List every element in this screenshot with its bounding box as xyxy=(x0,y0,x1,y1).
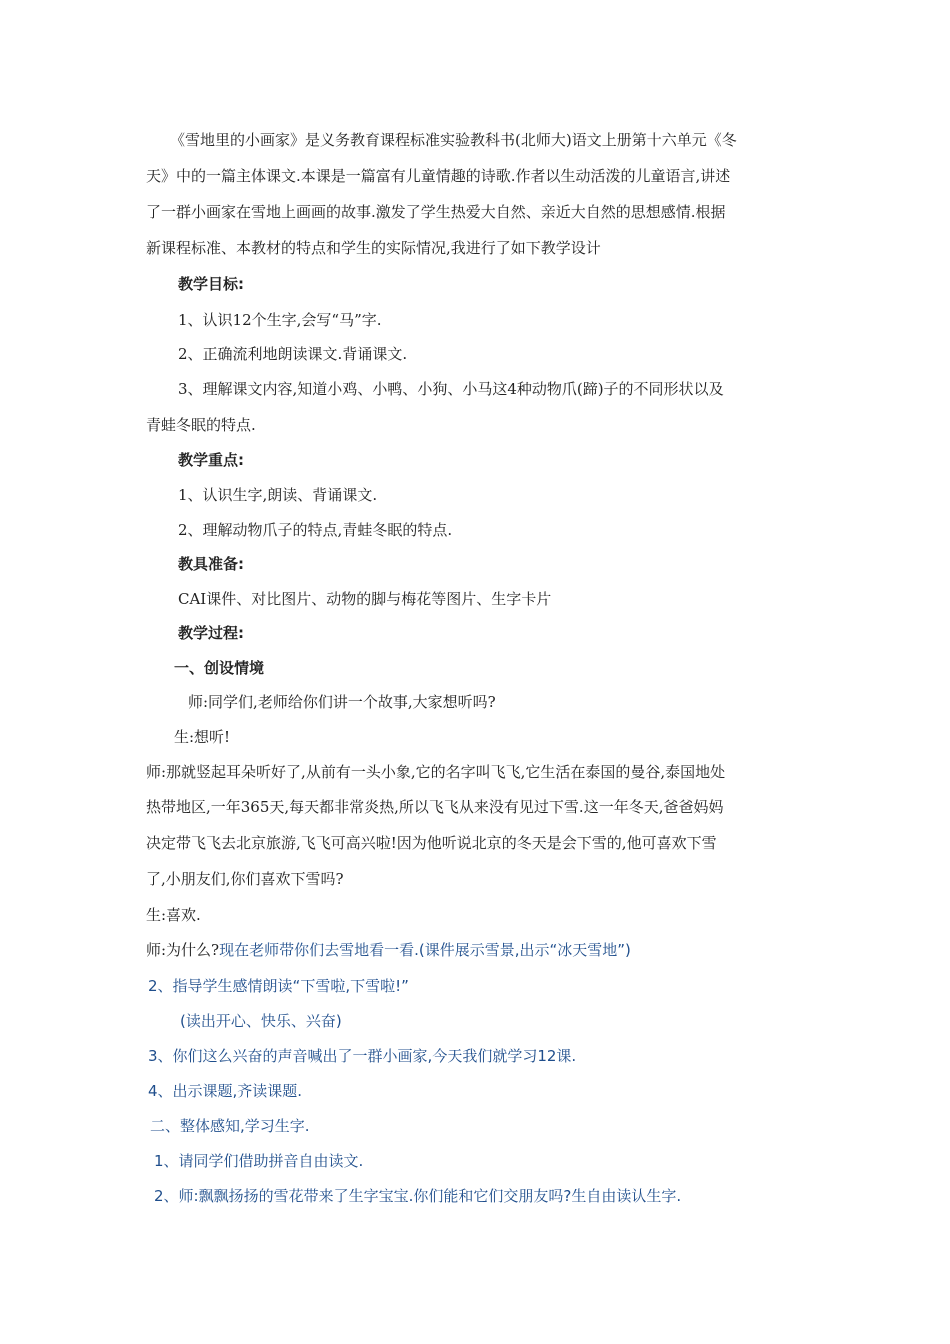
keypoint-item-1: 1、认识生字,朗读、背诵课文. xyxy=(178,486,378,504)
goals-heading: 教学目标: xyxy=(178,275,244,293)
step-2-note: (读出开心、快乐、兴奋) xyxy=(180,1012,342,1030)
materials-text: CAI课件、对比图片、动物的脚与梅花等图片、生字卡片 xyxy=(178,590,552,608)
section-2-heading: 二、整体感知,学习生字. xyxy=(150,1117,310,1135)
dialog-line-1: 师:同学们,老师给你们讲一个故事,大家想听吗? xyxy=(188,693,496,711)
goal-item-2: 2、正确流利地朗读课文.背诵课文. xyxy=(178,345,408,363)
intro-line-1: 《雪地里的小画家》是义务教育课程标准实验教科书(北师大)语文上册第十六单元《冬 xyxy=(170,131,737,149)
goal-item-1: 1、认识12个生字,会写“马”字. xyxy=(178,311,382,329)
step-3: 3、你们这么兴奋的声音喊出了一群小画家,今天我们就学习12课. xyxy=(148,1047,577,1065)
dialog-line-7: 生:喜欢. xyxy=(146,906,201,924)
intro-line-3: 了一群小画家在雪地上画画的故事.激发了学生热爱大自然、亲近大自然的思想感情.根据 xyxy=(146,203,726,221)
materials-heading: 教具准备: xyxy=(178,555,244,573)
section-2-step-2: 2、师:飘飘扬扬的雪花带来了生字宝宝.你们能和它们交朋友吗?生自由读认生字. xyxy=(154,1187,682,1205)
dialog-line-3: 师:那就竖起耳朵听好了,从前有一头小象,它的名字叫飞飞,它生活在泰国的曼谷,泰国地处 xyxy=(146,763,726,781)
keypoints-heading: 教学重点: xyxy=(178,451,244,469)
dialog-line-5: 决定带飞飞去北京旅游,飞飞可高兴啦!因为他听说北京的冬天是会下雪的,他可喜欢下雪 xyxy=(146,834,717,852)
dialog-line-2: 生:想听! xyxy=(174,728,231,746)
dialog-line-4: 热带地区,一年365天,每天都非常炎热,所以飞飞从来没有见过下雪.这一年冬天,爸爸妈妈 xyxy=(146,798,724,816)
intro-line-4: 新课程标准、本教材的特点和学生的实际情况,我进行了如下教学设计 xyxy=(146,239,601,257)
keypoint-item-2: 2、理解动物爪子的特点,青蛙冬眠的特点. xyxy=(178,521,453,539)
question-narration: 现在老师带你们去雪地看一看.(课件展示雪景,出示“冰天雪地”) xyxy=(219,941,631,959)
question-line xyxy=(146,940,631,960)
intro-line-2: 天》中的一篇主体课文.本课是一篇富有儿童情趣的诗歌.作者以生动活泼的儿童语言,讲述 xyxy=(146,167,731,185)
dialog-line-6: 了,小朋友们,你们喜欢下雪吗? xyxy=(146,870,344,888)
goal-item-3: 3、理解课文内容,知道小鸡、小鸭、小狗、小马这4种动物爪(蹄)子的不同形状以及 xyxy=(178,380,724,398)
step-2: 2、指导学生感情朗读“下雪啦,下雪啦!” xyxy=(148,977,409,995)
process-heading: 教学过程: xyxy=(178,624,244,642)
section-2-step-1: 1、请同学们借助拼音自由读文. xyxy=(154,1152,364,1170)
section-1-heading: 一、创设情境 xyxy=(174,659,265,677)
question-teacher: 师:为什么? xyxy=(146,941,220,959)
step-4: 4、出示课题,齐读课题. xyxy=(148,1082,303,1100)
goal-item-3-cont: 青蛙冬眠的特点. xyxy=(146,416,256,434)
